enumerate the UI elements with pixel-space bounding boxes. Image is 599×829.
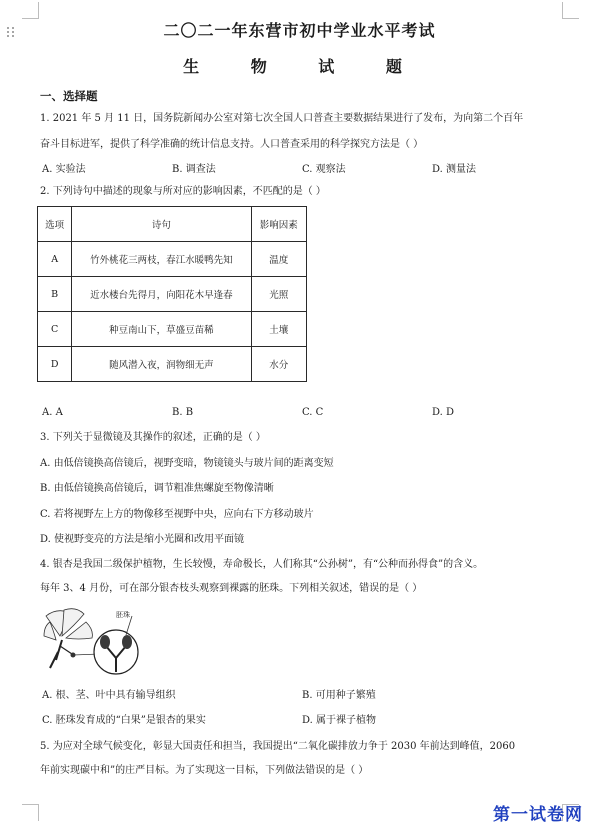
section-heading: 一、选择题 <box>40 89 98 103</box>
q4-option-d: D. 属于裸子植物 <box>302 715 377 726</box>
q2-option-a: A. A <box>42 407 63 418</box>
table-cell: 近水楼台先得月，向阳花木早逢春 <box>72 277 251 312</box>
crop-mark <box>562 2 579 19</box>
table-cell: 种豆南山下，草盛豆苗稀 <box>72 312 251 347</box>
table-cell: 温度 <box>251 242 307 277</box>
q2-option-c: C. C <box>302 407 324 418</box>
q4-option-c: C. 胚珠发育成的“白果”是银杏的果实 <box>42 715 206 726</box>
crop-mark <box>22 804 39 821</box>
table-cell: B <box>38 277 72 312</box>
table-cell: D <box>38 347 72 382</box>
table-header: 选项 <box>38 207 72 242</box>
q2-table <box>37 206 307 382</box>
table-cell: 光照 <box>251 277 307 312</box>
crop-mark <box>22 2 39 19</box>
q2-option-b: B. B <box>172 407 194 418</box>
table-cell: C <box>38 312 72 347</box>
table-cell: 水分 <box>251 347 307 382</box>
q3-option-a: A. 由低倍镜换高倍镜后，视野变暗，物镜镜头与玻片间的距离变短 <box>40 458 334 469</box>
q1-stem-line1: 1. 2021 年 5 月 11 日，国务院新闻办公室对第七次全国人口普查主要数据结果进行了发布，为向第二个百年 <box>40 113 524 124</box>
table-cell: 土壤 <box>251 312 307 347</box>
q4-stem-line1: 4. 银杏是我国二级保护植物，生长较慢，寿命极长，人们称其“公孙树”，有“公种而孙得食”的含义。 <box>40 559 484 570</box>
q4-option-a: A. 根、茎、叶中具有输导组织 <box>42 690 176 701</box>
table-cell: A <box>38 242 72 277</box>
q4-stem-line2: 每年 3、4 月份，可在部分银杏枝头观察到裸露的胚珠。下列相关叙述，错误的是（ ） <box>40 583 423 594</box>
site-watermark: 第一试卷网 <box>493 805 583 825</box>
table-row <box>38 277 307 312</box>
q1-stem-line2: 奋斗目标进军，提供了科学准确的统计信息支持。人口普查采用的科学探究方法是（ ） <box>40 139 424 150</box>
subject-title: 生 物 试 题 <box>183 57 416 76</box>
q5-stem-line1: 5. 为应对全球气候变化，彰显大国责任和担当，我国提出“二氧化碳排放力争于 2030 年前达到峰值，2060 <box>40 741 516 752</box>
exam-title: 二〇二一年东营市初中学业水平考试 <box>163 21 436 40</box>
q4-option-b: B. 可用种子繁殖 <box>302 690 376 701</box>
q3-option-c: C. 若将视野左上方的物像移至视野中央，应向右下方移动玻片 <box>40 509 314 520</box>
table-cell: 竹外桃花三两枝，春江水暖鸭先知 <box>72 242 251 277</box>
ginkgo-figure <box>42 602 142 686</box>
ovule-label: 胚珠 <box>116 611 130 619</box>
table-cell: 随风潜入夜，润物细无声 <box>72 347 251 382</box>
q5-stem-line2: 年前实现碳中和”的庄严目标。为了实现这一目标，下列做法错误的是（ ） <box>40 765 369 776</box>
q3-option-d: D. 使视野变亮的方法是缩小光圈和改用平面镜 <box>40 534 245 545</box>
table-row <box>38 312 307 347</box>
q1-option-d: D. 测量法 <box>432 164 477 175</box>
table-header-row <box>38 207 307 242</box>
q1-option-a: A. 实验法 <box>42 164 86 175</box>
q1-option-b: B. 调查法 <box>172 164 216 175</box>
table-row <box>38 347 307 382</box>
table-row <box>38 242 307 277</box>
q2-option-d: D. D <box>432 407 455 418</box>
table-header: 诗句 <box>72 207 251 242</box>
q3-stem: 3. 下列关于显微镜及其操作的叙述，正确的是（ ） <box>40 432 266 443</box>
table-header: 影响因素 <box>251 207 307 242</box>
q2-stem: 2. 下列诗句中描述的现象与所对应的影响因素，不匹配的是（ ） <box>40 186 326 197</box>
q3-option-b: B. 由低倍镜换高倍镜后，调节粗准焦螺旋至物像清晰 <box>40 483 274 494</box>
q1-option-c: C. 观察法 <box>302 164 346 175</box>
